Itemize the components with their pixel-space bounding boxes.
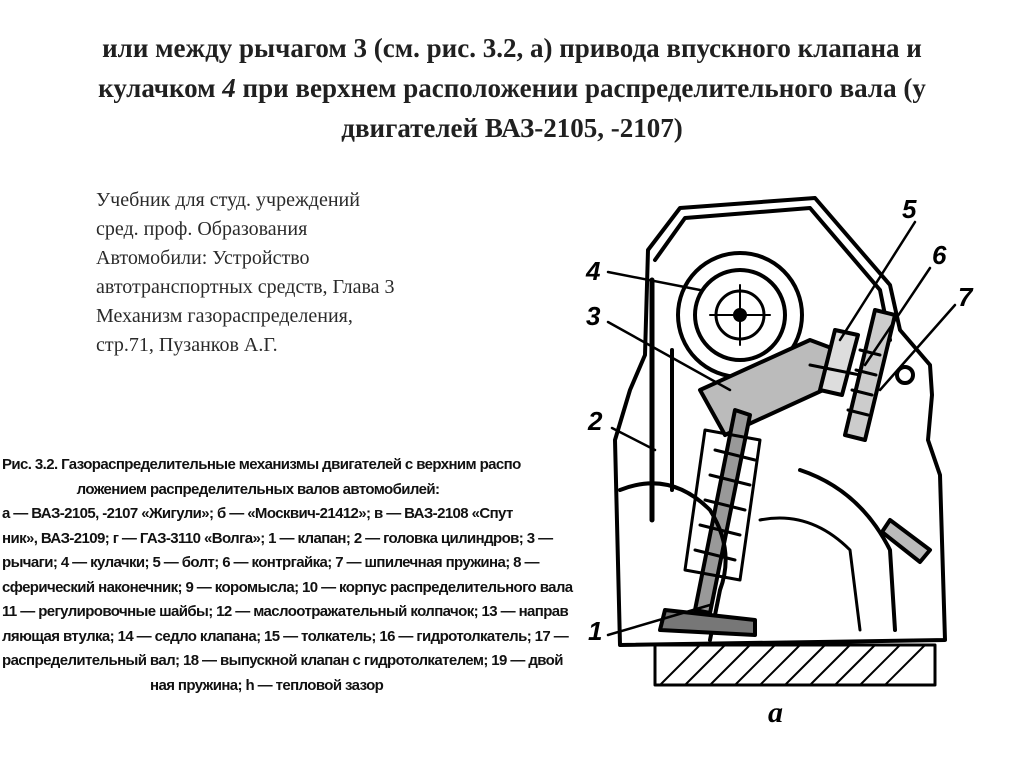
- caption-line: ляющая втулка; 14 — седло клапана; 15 — толкатель; 16 — гидротолкатель; 17 —: [2, 627, 569, 645]
- valve-head: [660, 610, 755, 635]
- figure-label-3: 3: [586, 301, 601, 331]
- caption-line: сферический наконечник; 9 — коромысла; 10 — корпус распределительного вала: [2, 578, 573, 596]
- figure-label-7: 7: [958, 282, 973, 312]
- figure-label-5: 5: [902, 194, 917, 224]
- heading-line-2-number: 4: [222, 73, 236, 103]
- valve-mechanism-figure: [560, 190, 990, 735]
- source-line: Автомобили: Устройство: [96, 247, 310, 269]
- heading-line-1: или между рычагом 3 (см. рис. 3.2, а) привода впускного клапана и: [102, 33, 922, 63]
- source-line: стр.71, Пузанков А.Г.: [96, 334, 278, 356]
- caption-line: 11 — регулировочные шайбы; 12 — маслоотражательный колпачок; 13 — направ: [2, 603, 569, 620]
- caption-title-continued: ложением распределительных валов автомобилей:: [76, 480, 440, 498]
- leader-3: [608, 322, 730, 390]
- figure-label-1: 1: [588, 616, 603, 646]
- figure-label-4: 4: [586, 256, 601, 286]
- heading-line-3: двигателей ВАЗ-2105, -2107): [341, 113, 683, 143]
- exhaust-port: [800, 470, 895, 630]
- figure-label-2: 2: [588, 406, 603, 436]
- leader-2: [612, 428, 655, 450]
- caption-line: распределительный вал; 18 — выпускной клапан с гидротолкателем; 19 — двой: [2, 652, 563, 669]
- figure-sub-label: a: [768, 696, 783, 729]
- source-line: Механизм газораспределения,: [96, 305, 353, 327]
- caption-line: а — ВАЗ-2105, -2107 «Жигули»; б — «Москвич-21412»; в — ВАЗ-2108 «Спут: [2, 505, 513, 522]
- source-line: автотранспортных средств, Глава 3: [96, 276, 395, 298]
- figure-label-6: 6: [932, 240, 947, 270]
- valve-cover-line: [655, 208, 890, 340]
- heading-line-2: [20, 68, 1004, 108]
- source-line: Учебник для студ. учреждений: [96, 189, 360, 211]
- heading-line-2-suffix: при верхнем расположении распределительного вала (у: [235, 73, 926, 103]
- slide-heading: [20, 28, 1004, 148]
- caption-title: Рис. 3.2. Газораспределительные механизмы двигателей с верхним распо: [2, 456, 521, 473]
- figure-caption: [2, 453, 573, 753]
- caption-line: рычаги; 4 — кулачки; 5 — болт; 6 — контргайка; 7 — шпилечная пружина; 8 —: [2, 554, 539, 571]
- source-reference: [96, 186, 516, 360]
- caption-line: ник», ВАЗ-2109; г — ГАЗ-3110 «Волга»; 1 — клапан; 2 — головка цилиндров; 3 —: [2, 529, 553, 547]
- valve-mechanism-drawing: [560, 190, 990, 735]
- heading-line-2-prefix: кулачком: [98, 73, 223, 103]
- caption-line: ная пружина; h — тепловой зазор: [150, 676, 384, 694]
- source-line: сред. проф. Образования: [96, 218, 308, 240]
